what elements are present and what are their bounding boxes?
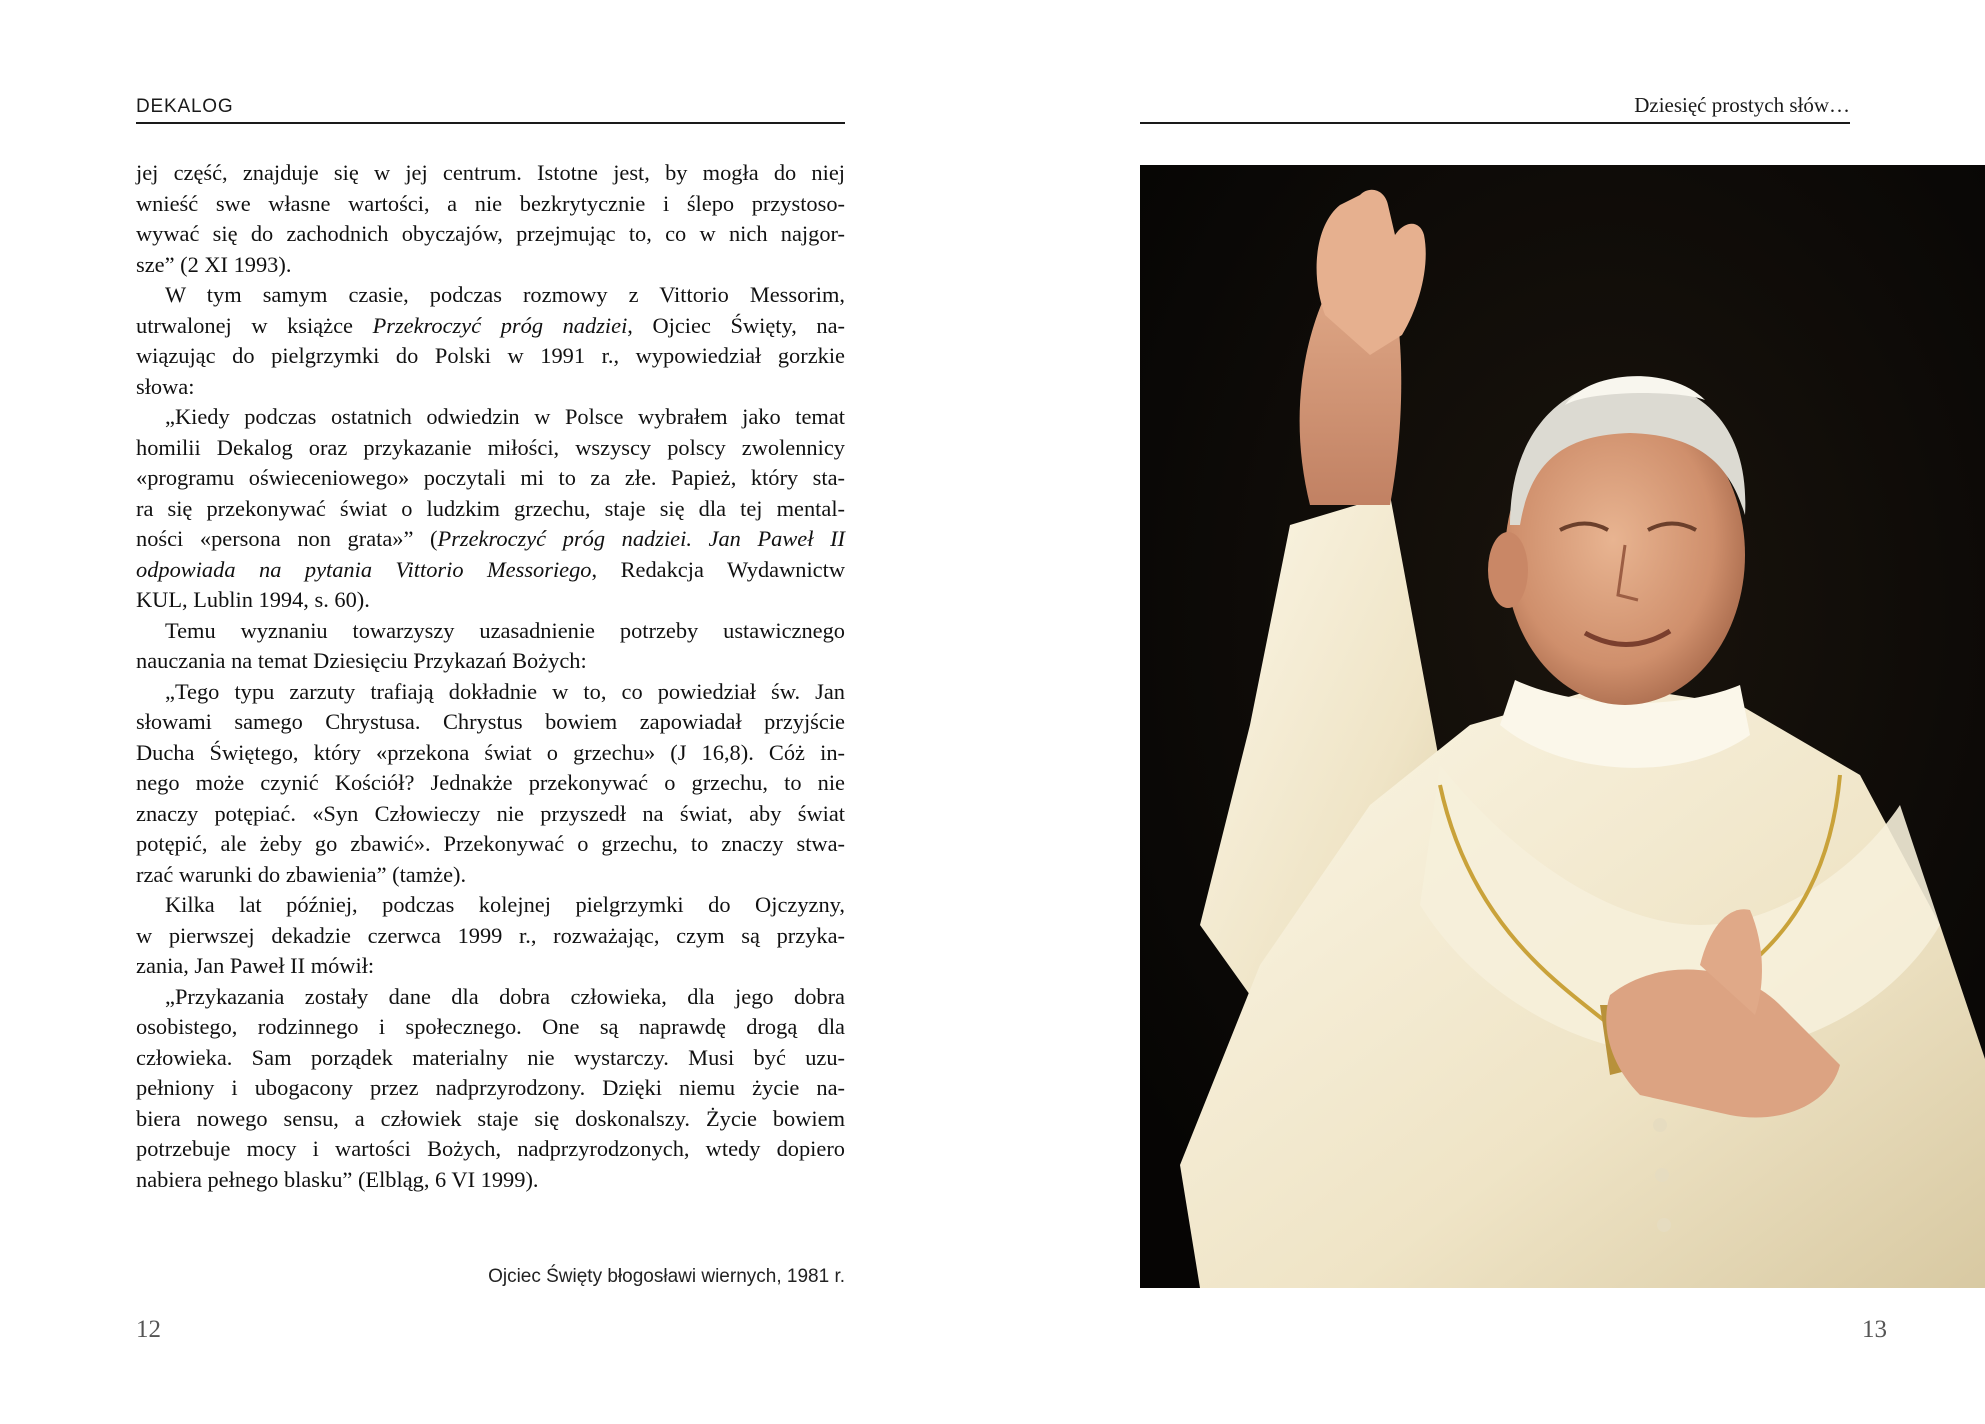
text-fragment: , Ojciec Święty, na-: [627, 312, 845, 338]
citation-italic: odpowiada na pytania Vittorio Messoriego: [136, 556, 592, 582]
text-line: wiązując do pielgrzymki do Polski w 1991 r., wypowiedział gorzkie: [136, 343, 845, 368]
running-head-left-text: DEKALOG: [136, 96, 234, 117]
text-line: rzać warunki do zbawienia” (tamże).: [136, 861, 467, 887]
text-line: nabiera pełnego blasku” (Elbląg, 6 VI 1999).: [136, 1166, 539, 1192]
text-line: słowa:: [136, 373, 195, 399]
paragraph-7-quote: [136, 982, 845, 1196]
text-line: potrzebuje mocy i wartości Bożych, nadprzyrodzonych, wtedy dopiero: [136, 1136, 845, 1161]
cassock-button: [1653, 1118, 1667, 1132]
text-line: „Tego typu zarzuty trafiają dokładnie w to, co powiedział św. Jan: [165, 678, 845, 704]
text-line: Ducha Świętego, który «przekona świat o grzechu» (J 16,8). Cóż in-: [136, 739, 845, 765]
right-page: [1040, 0, 1985, 1424]
text-line: „Kiedy podczas ostatnich odwiedzin w Polsce wybrałem jako temat: [165, 404, 845, 429]
text-line: człowieka. Sam porządek materialny nie wystarczy. Musi być uzu-: [136, 1044, 845, 1070]
ear: [1488, 532, 1528, 608]
paragraph-2: [136, 280, 845, 402]
text-line: [136, 555, 845, 586]
text-fragment: , Redakcja Wydawnictw: [591, 556, 845, 582]
book-title-italic: Przekroczyć próg nadziei: [372, 312, 628, 338]
text-fragment: utrwalonej w książce: [136, 312, 373, 338]
text-line: Kilka lat później, podczas kolejnej pielgrzymki do Ojczyzny,: [165, 892, 845, 917]
text-line: wnieść swe własne wartości, a nie bezkrytycznie i ślepo przystoso-: [136, 190, 845, 216]
text-line: potępić, ale żeby go zbawić». Przekonywać o grzechu, to znaczy stwa-: [136, 831, 845, 856]
text-line: ra się przekonywać świat o ludzkim grzechu, staje się dla tej mental-: [136, 495, 845, 521]
pope-photograph: [1140, 165, 1985, 1288]
text-line: sze” (2 XI 1993).: [136, 251, 292, 277]
page-number-left: 12: [136, 1316, 161, 1343]
text-line: jej część, znajduje się w jej centrum. Istotne jest, by mogła do niej: [136, 160, 845, 185]
text-line: znaczy potępiać. «Syn Człowieczy nie przyszedł na świat, aby świat: [136, 800, 845, 826]
text-line: zania, Jan Paweł II mówił:: [136, 953, 375, 978]
paragraph-6: [136, 890, 845, 982]
running-head-right-text: Dziesięć prostych słów…: [1634, 93, 1850, 117]
text-fragment: ności «persona non grata»” (: [136, 526, 438, 551]
text-line: w pierwszej dekadzie czerwca 1999 r., rozważając, czym są przyka-: [136, 922, 845, 948]
text-line: biera nowego sensu, a człowiek staje się doskonalszy. Życie bowiem: [136, 1105, 845, 1131]
text-line: [136, 524, 845, 555]
citation-italic: Przekroczyć próg nadziei. Jan Paweł II: [437, 526, 846, 551]
running-head-right: [1140, 92, 1850, 124]
text-line: nauczania na temat Dziesięciu Przykazań Bożych:: [136, 648, 587, 673]
text-line: wywać się do zachodnich obyczajów, przejmując to, co w nich najgor-: [136, 221, 845, 246]
pope-blessing-illustration: [1140, 165, 1985, 1288]
paragraph-5-quote: [136, 677, 845, 891]
text-line: W tym samym czasie, podczas rozmowy z Vittorio Messorim,: [165, 282, 845, 307]
text-line: Temu wyznaniu towarzyszy uzasadnienie potrzeby ustawicznego: [165, 617, 845, 643]
text-line: homilii Dekalog oraz przykazanie miłości, wszyscy polscy zwolennicy: [136, 434, 845, 460]
text-line: [136, 311, 845, 342]
photo-caption: Ojciec Święty błogosławi wiernych, 1981 r.: [488, 1266, 845, 1287]
text-line: pełniony i ubogacony przez nadprzyrodzony. Dzięki niemu życie na-: [136, 1075, 845, 1100]
text-line: nego może czynić Kościół? Jednakże przekonywać o grzechu, to nie: [136, 770, 845, 795]
text-line: «programu oświeceniowego» poczytali mi to za złe. Papież, który sta-: [136, 465, 845, 490]
paragraph-4: [136, 616, 845, 677]
page-number-right: 13: [1862, 1316, 1887, 1343]
text-line: słowami samego Chrystusa. Chrystus bowiem zapowiadał przyjście: [136, 709, 845, 734]
paragraph-1: [136, 158, 845, 280]
cassock-button: [1655, 1168, 1669, 1182]
text-line: osobistego, rodzinnego i społecznego. One są naprawdę drogą dla: [136, 1014, 845, 1039]
body-text: [136, 158, 845, 1195]
paragraph-3-quote: [136, 402, 845, 616]
text-line: „Przykazania zostały dane dla dobra człowieka, dla jego dobra: [165, 983, 845, 1009]
cassock-button: [1657, 1218, 1671, 1232]
running-head-left: [136, 92, 845, 124]
text-line: KUL, Lublin 1994, s. 60).: [136, 587, 370, 612]
